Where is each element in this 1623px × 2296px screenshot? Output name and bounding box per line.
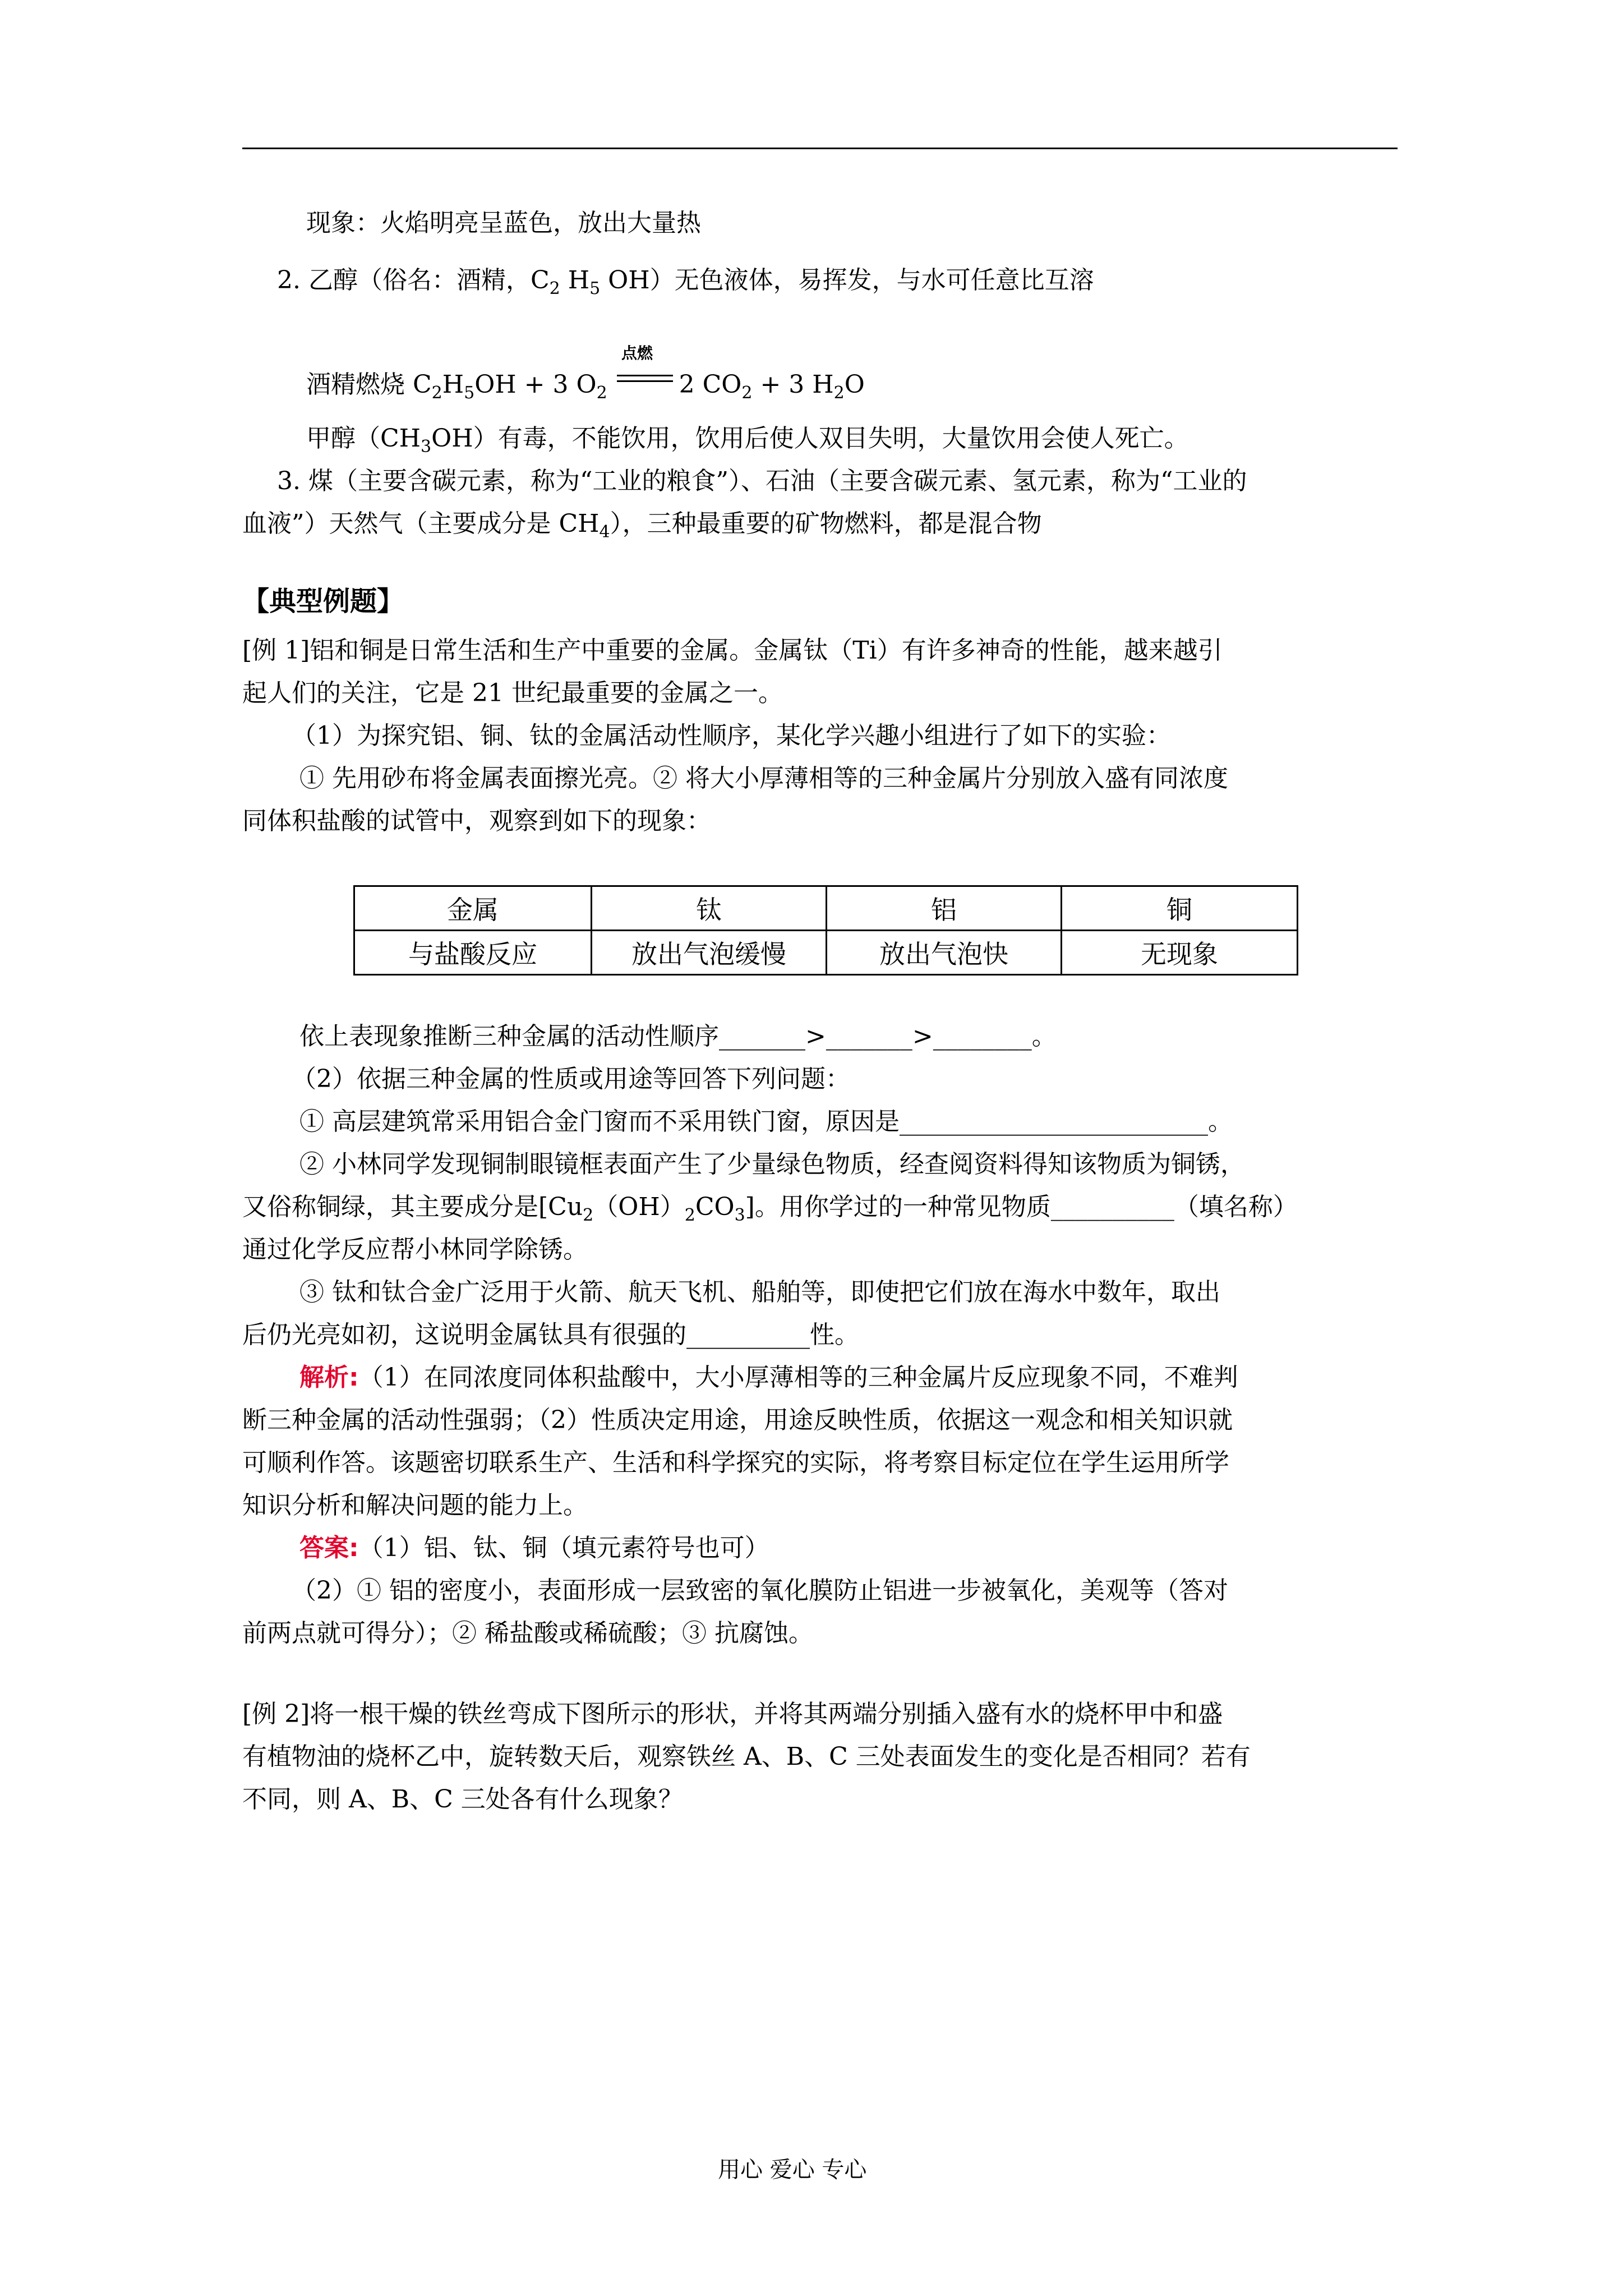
ex2-line-3: 不同，则 A、B、C 三处各有什么现象？ bbox=[242, 1785, 683, 1814]
section-heading: 【典型例题】 bbox=[242, 586, 404, 617]
table-cell: 钛 bbox=[592, 886, 827, 931]
ex1-infer: 依上表现象推断三种金属的活动性顺序_______>_______>________。 bbox=[299, 1022, 1057, 1051]
ex1-q2-item-2-line-1: ② 小林同学发现铜制眼镜框表面产生了少量绿色物质，经查阅资料得知该物质为铜锈， bbox=[299, 1150, 1245, 1179]
table-cell: 铝 bbox=[827, 886, 1062, 931]
analysis-line-4: 知识分析和解决问题的能力上。 bbox=[242, 1491, 588, 1520]
answer-label: 答案: bbox=[299, 1534, 359, 1562]
analysis-line-1: 解析:（1）在同浓度同体积盐酸中，大小厚薄相等的三种金属片反应现象不同，不难判 bbox=[299, 1363, 1238, 1392]
analysis-label: 解析: bbox=[299, 1363, 359, 1392]
ex1-steps-line-1: ① 先用砂布将金属表面擦光亮。② 将大小厚薄相等的三种金属片分别放入盛有同浓度 bbox=[299, 764, 1228, 793]
analysis-line-3: 可顺利作答。该题密切联系生产、生活和科学探究的实际，将考察目标定位在学生运用所学 bbox=[242, 1448, 1229, 1477]
ex2-line-2: 有植物油的烧杯乙中，旋转数天后，观察铁丝 A、B、C 三处表面发生的变化是否相同？若有 bbox=[242, 1742, 1251, 1771]
table-cell: 铜 bbox=[1062, 886, 1298, 931]
ex2-line-1: [例 2]将一根干燥的铁丝弯成下图所示的形状，并将其两端分别插入盛有水的烧杯甲中和盛 bbox=[242, 1700, 1223, 1728]
equation-bar-top bbox=[617, 375, 673, 376]
coal-line-2: 血液”）天然气（主要成分是 $CH_4$），三种最重要的矿物燃料，都是混合物 bbox=[242, 509, 1042, 542]
ethanol-intro: 2. 乙醇（俗名：酒精，$C_2$ $H_5$ OH）无色液体，易挥发，与水可任意比互溶 bbox=[277, 266, 1094, 298]
answer-line-2: （2）① 铝的密度小，表面形成一层致密的氧化膜防止铝进一步被氧化，美观等（答对 bbox=[292, 1576, 1228, 1605]
table-cell: 放出气泡快 bbox=[827, 931, 1062, 975]
answer-line-3: 前两点就可得分）；② 稀盐酸或稀硫酸；③ 抗腐蚀。 bbox=[242, 1619, 813, 1648]
metal-reaction-table bbox=[353, 885, 1298, 976]
footer-text: 用心 爱心 专心 bbox=[718, 2157, 867, 2183]
ex1-q2-item-3-line-2: 后仍光亮如初，这说明金属钛具有很强的__________性。 bbox=[242, 1320, 859, 1349]
ex1-line-1: [例 1]铝和铜是日常生活和生产中重要的金属。金属钛（Ti）有许多神奇的性能，越来越引 bbox=[242, 636, 1223, 665]
table-cell: 放出气泡缓慢 bbox=[592, 931, 827, 975]
table-header-row bbox=[354, 886, 1298, 931]
coal-line-1: 3. 煤（主要含碳元素，称为“工业的粮食”）、石油（主要含碳元素、氢元素，称为“工业的 bbox=[277, 467, 1247, 495]
ex1-steps-line-2: 同体积盐酸的试管中，观察到如下的现象： bbox=[242, 807, 711, 835]
ex1-q2-item-2-line-2: 又俗称铜绿，其主要成分是$[Cu_2(OH)_2CO_3]$。用你学过的一种常见物质__________（填名称） bbox=[242, 1193, 1298, 1225]
combustion-equation: 酒精燃烧 $C_2H_5OH + 3$ $O_2$ 2 $CO_2 + 3$ $H_2O$ bbox=[306, 370, 865, 403]
ex1-question-2: （2）依据三种金属的性质或用途等回答下列问题： bbox=[292, 1065, 850, 1093]
methanol-line: 甲醇$(CH_3OH)$有毒，不能饮用，饮用后使人双目失明，大量饮用会使人死亡。 bbox=[306, 424, 1189, 457]
table-cell: 与盐酸反应 bbox=[354, 931, 592, 975]
ex1-q2-item-1: ① 高层建筑常采用铝合金门窗而不采用铁门窗，原因是_________________________。 bbox=[299, 1107, 1233, 1136]
table-row bbox=[354, 931, 1298, 975]
ex1-line-2: 起人们的关注，它是 21 世纪最重要的金属之一。 bbox=[242, 679, 783, 707]
table-cell: 无现象 bbox=[1062, 931, 1298, 975]
equation-bar-bottom bbox=[617, 380, 673, 382]
ex1-question-1: （1）为探究铝、铜、钛的金属活动性顺序，某化学兴趣小组进行了如下的实验： bbox=[292, 721, 1171, 750]
header-rule bbox=[242, 148, 1398, 149]
answer-line-1: 答案:（1）铝、钛、铜（填元素符号也可） bbox=[299, 1534, 769, 1562]
analysis-line-2: 断三种金属的活动性强弱；（2）性质决定用途，用途反映性质，依据这一观念和相关知识就 bbox=[242, 1406, 1233, 1434]
table-cell: 金属 bbox=[354, 886, 592, 931]
phenomenon-line: 现象：火焰明亮呈蓝色，放出大量热 bbox=[306, 209, 701, 237]
ex1-q2-item-2-line-3: 通过化学反应帮小林同学除锈。 bbox=[242, 1235, 588, 1264]
reaction-condition: 点燃 bbox=[621, 344, 653, 362]
ex1-q2-item-3-line-1: ③ 钛和钛合金广泛用于火箭、航天飞机、船舶等，即使把它们放在海水中数年，取出 bbox=[299, 1278, 1220, 1306]
